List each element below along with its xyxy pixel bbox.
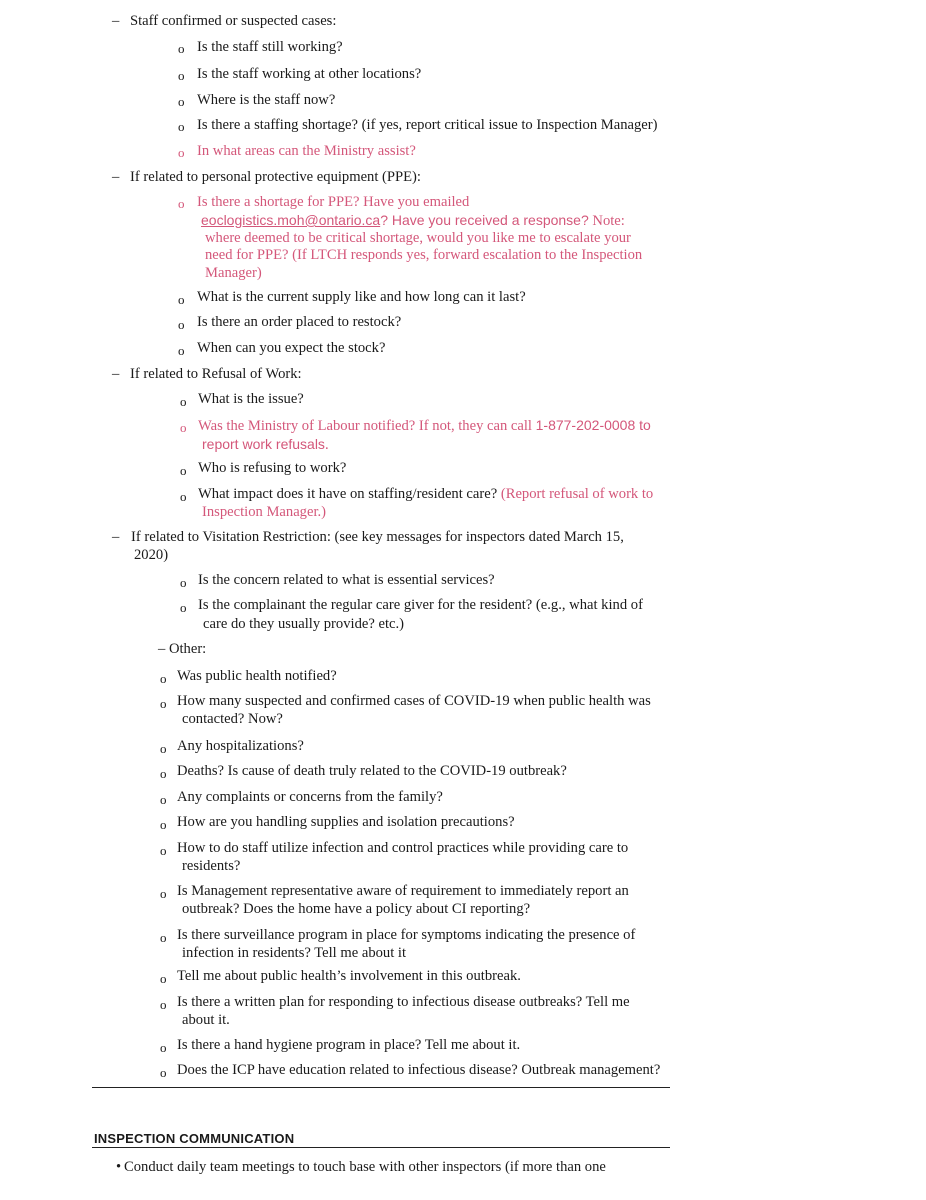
list-item: What is the issue? <box>198 391 304 407</box>
ppe-shortage-line5: Manager) <box>205 265 262 281</box>
ppe-shortage-line3: where deemed to be critical shortage, would you like me to escalate your <box>205 230 631 246</box>
section-heading-staff: Staff confirmed or suspected cases: <box>130 13 337 29</box>
circle-bullet-icon: o <box>160 792 167 807</box>
circle-bullet-icon: o <box>160 696 167 711</box>
list-item: When can you expect the stock? <box>197 340 386 356</box>
list-item: What is the current supply like and how long can it last? <box>197 289 526 305</box>
labour-report-refusals: report work refusals <box>202 436 325 452</box>
inspection-communication-heading: INSPECTION COMMUNICATION <box>94 1131 295 1146</box>
circle-bullet-icon: o <box>178 196 185 211</box>
list-item: Tell me about public health’s involvement in this outbreak. <box>177 968 521 984</box>
circle-bullet-icon: o <box>160 886 167 901</box>
list-item: Is the concern related to what is essential services? <box>198 572 495 588</box>
dash-marker: – <box>112 529 120 545</box>
circle-bullet-icon: o <box>160 741 167 756</box>
circle-bullet-icon: o <box>160 766 167 781</box>
labour-question: Was the Ministry of Labour notified? If not, they can call <box>198 418 536 434</box>
circle-bullet-icon: o <box>178 145 185 160</box>
circle-bullet-icon: o <box>160 817 167 832</box>
bullet-icon: • <box>116 1159 122 1175</box>
circle-bullet-icon: o <box>178 317 185 332</box>
circle-bullet-icon: o <box>178 119 185 134</box>
inspection-bullet-text: Conduct daily team meetings to touch base with other inspectors (if more than one <box>124 1159 606 1175</box>
circle-bullet-icon: o <box>160 1065 167 1080</box>
section-heading-visitation-line2: 2020) <box>134 547 169 563</box>
list-item: Who is refusing to work? <box>198 460 347 476</box>
section-heading-refusal: If related to Refusal of Work: <box>130 366 302 382</box>
circle-bullet-icon: o <box>160 671 167 686</box>
circle-bullet-icon: o <box>180 489 187 504</box>
list-item: Does the ICP have education related to infectious disease? Outbreak management? <box>177 1062 661 1078</box>
circle-bullet-icon: o <box>178 94 185 109</box>
list-item-continuation: contacted? Now? <box>182 711 283 727</box>
circle-bullet-icon: o <box>180 394 187 409</box>
impact-line1 <box>198 486 653 503</box>
dash-marker: – <box>112 13 120 29</box>
circle-bullet-icon: o <box>178 68 185 83</box>
list-item: Where is the staff now? <box>197 92 336 108</box>
list-item: Deaths? Is cause of death truly related to the COVID-19 outbreak? <box>177 763 567 779</box>
impact-question: What impact does it have on staffing/resident care? <box>198 486 501 502</box>
list-item: Is there a written plan for responding to infectious disease outbreaks? Tell me <box>177 994 630 1010</box>
circle-bullet-icon: o <box>180 463 187 478</box>
ppe-shortage-line2 <box>201 212 625 230</box>
labour-line2 <box>202 436 329 454</box>
list-item: Is the staff still working? <box>197 39 343 55</box>
ppe-email-link[interactable]: eoclogistics.moh@ontario.ca <box>201 212 381 228</box>
list-item-continuation: about it. <box>182 1012 230 1028</box>
list-item-continuation: outbreak? Does the home have a policy about CI reporting? <box>182 901 531 917</box>
labour-line1 <box>198 417 651 435</box>
divider-line <box>92 1147 670 1148</box>
circle-bullet-icon: o <box>180 420 187 435</box>
list-item: How many suspected and confirmed cases of COVID-19 when public health was <box>177 693 651 709</box>
ppe-note-label: Note: <box>588 213 625 229</box>
list-item: Is Management representative aware of requirement to immediately report an <box>177 883 629 899</box>
list-item: Was public health notified? <box>177 668 337 684</box>
list-item: Is there surveillance program in place for symptoms indicating the presence of <box>177 927 636 943</box>
circle-bullet-icon: o <box>160 997 167 1012</box>
list-item: How are you handling supplies and isolation precautions? <box>177 814 515 830</box>
list-item: How to do staff utilize infection and control practices while providing care to <box>177 840 629 856</box>
list-item: Is there a staffing shortage? (if yes, report critical issue to Inspection Manager) <box>197 117 658 133</box>
dash-marker: – <box>112 366 120 382</box>
labour-period: . <box>324 437 329 453</box>
list-item: Is the staff working at other locations? <box>197 66 422 82</box>
list-item-continuation: care do they usually provide? etc.) <box>203 616 404 632</box>
list-item-continuation: residents? <box>182 858 241 874</box>
circle-bullet-icon: o <box>160 930 167 945</box>
circle-bullet-icon: o <box>178 41 185 56</box>
list-item: Is there an order placed to restock? <box>197 314 402 330</box>
impact-line2: Inspection Manager.) <box>202 504 327 520</box>
circle-bullet-icon: o <box>160 843 167 858</box>
circle-bullet-icon: o <box>160 971 167 986</box>
circle-bullet-icon: o <box>160 1040 167 1055</box>
circle-bullet-icon: o <box>178 343 185 358</box>
list-item-continuation: infection in residents? Tell me about it <box>182 945 407 961</box>
section-heading-other: – Other: <box>158 641 207 657</box>
dash-marker: – <box>112 169 120 185</box>
list-item: Any complaints or concerns from the family? <box>177 789 443 805</box>
list-item: Is the complainant the regular care giver for the resident? (e.g., what kind of <box>198 597 643 613</box>
list-item: Is there a hand hygiene program in place? Tell me about it. <box>177 1037 521 1053</box>
ppe-shortage-line1: Is there a shortage for PPE? Have you emailed <box>197 194 470 210</box>
labour-phone-number: 1-877-202-0008 to <box>535 417 651 433</box>
impact-report-note: (Report refusal of work to <box>500 486 654 502</box>
list-item: Any hospitalizations? <box>177 738 304 754</box>
ppe-shortage-line4: need for PPE? (If LTCH responds yes, forward escalation to the Inspection <box>205 247 643 263</box>
circle-bullet-icon: o <box>178 292 185 307</box>
section-heading-ppe: If related to personal protective equipment (PPE): <box>130 169 421 185</box>
list-item-highlight: In what areas can the Ministry assist? <box>197 143 416 159</box>
ppe-response-question: ? Have you received a response? <box>380 212 589 228</box>
circle-bullet-icon: o <box>180 575 187 590</box>
section-heading-visitation: If related to Visitation Restriction: (see key messages for inspectors dated March 15, <box>131 529 624 545</box>
divider-line <box>92 1087 670 1088</box>
circle-bullet-icon: o <box>180 600 187 615</box>
